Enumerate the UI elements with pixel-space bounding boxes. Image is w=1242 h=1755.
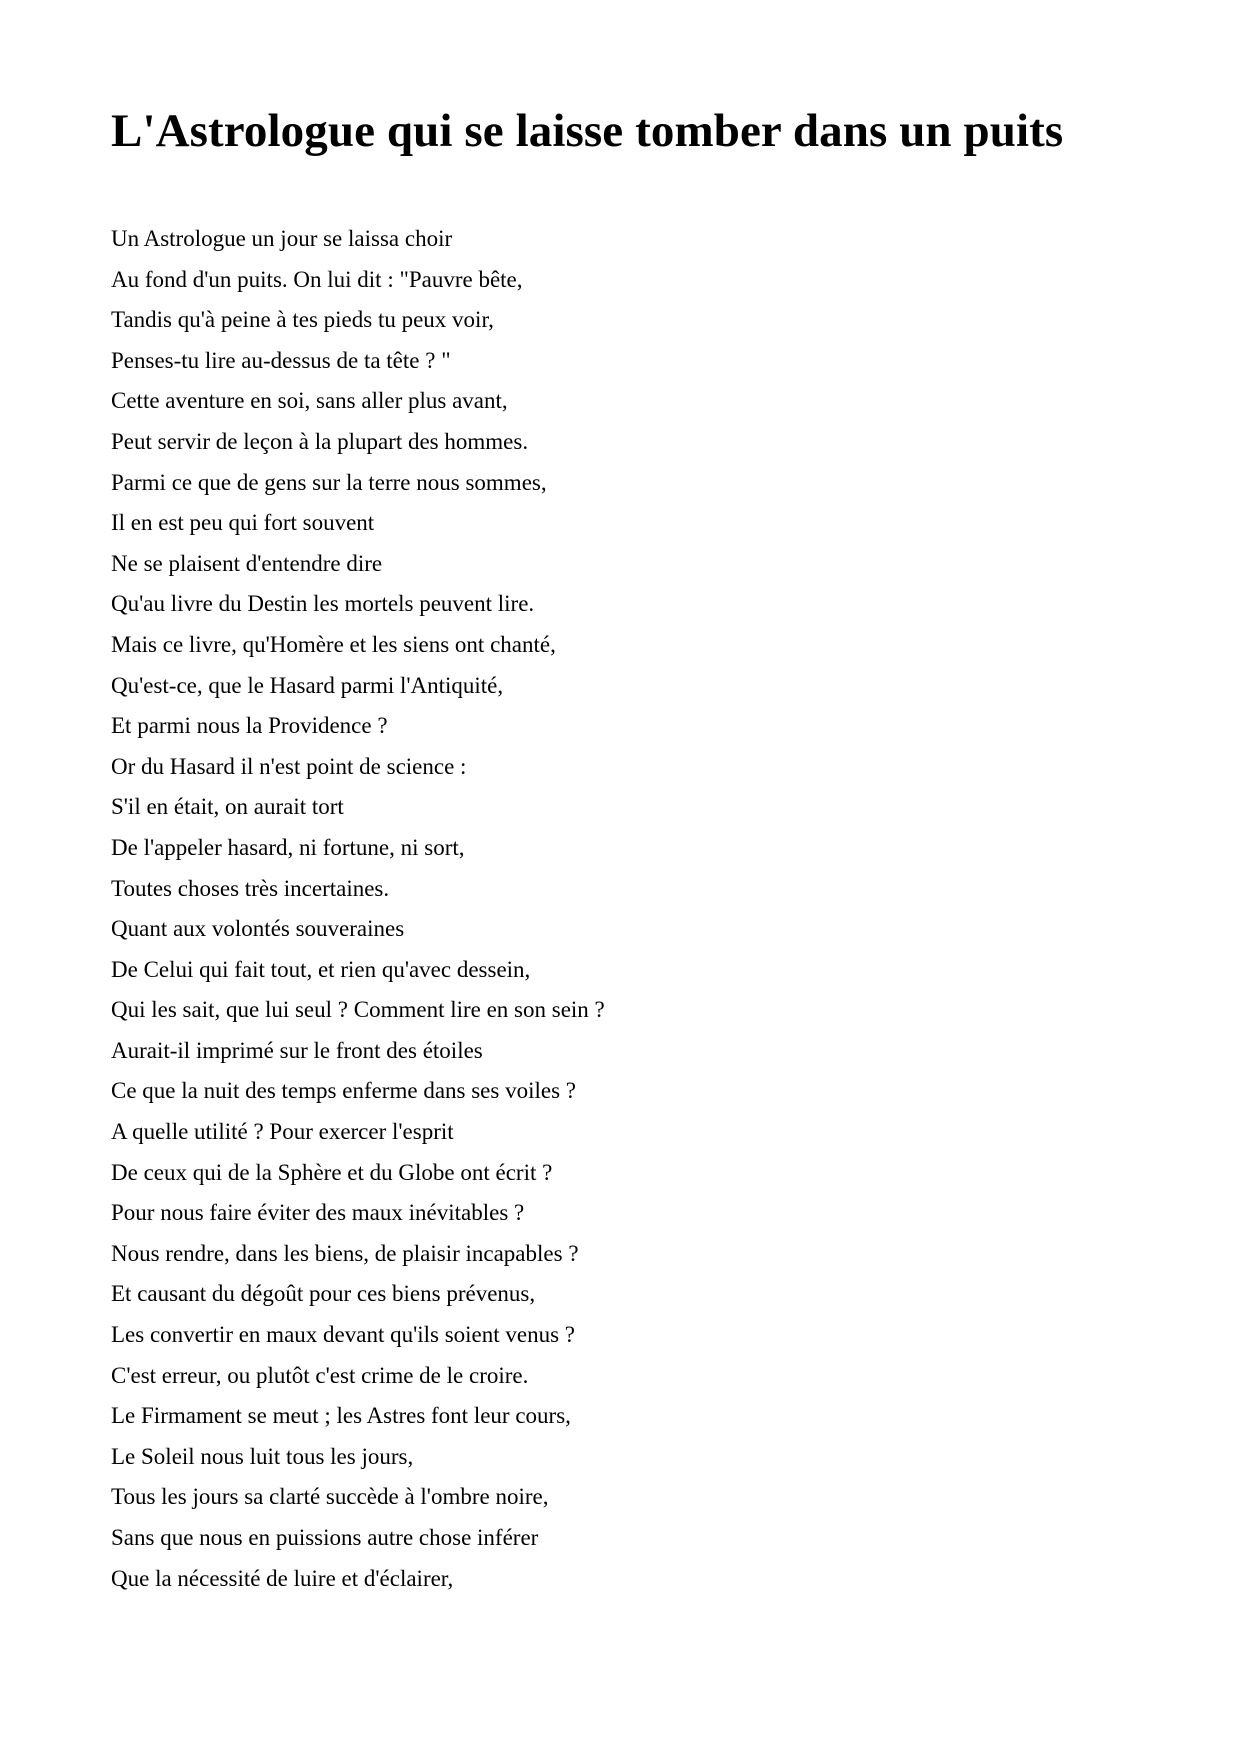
poem-line: Ce que la nuit des temps enferme dans ses voiles ?	[111, 1078, 576, 1104]
poem-line: Il en est peu qui fort souvent	[111, 510, 375, 536]
poem-line: De Celui qui fait tout, et rien qu'avec dessein,	[111, 956, 531, 982]
poem-line: Parmi ce que de gens sur la terre nous sommes,	[111, 469, 547, 495]
poem-line: Les convertir en maux devant qu'ils soient venus ?	[111, 1322, 576, 1348]
poem-line: Tous les jours sa clarté succède à l'ombre noire,	[111, 1484, 549, 1510]
poem-line: Cette aventure en soi, sans aller plus avant,	[111, 388, 508, 414]
poem-line: Le Soleil nous luit tous les jours,	[111, 1443, 414, 1469]
poem-line: A quelle utilité ? Pour exercer l'esprit	[111, 1119, 454, 1145]
poem-line: Et parmi nous la Providence ?	[111, 713, 388, 739]
page-title: L'Astrologue qui se laisse tomber dans un puits	[111, 105, 1064, 157]
poem-line: Qu'au livre du Destin les mortels peuvent lire.	[111, 591, 535, 617]
poem-line: Qu'est-ce, que le Hasard parmi l'Antiquité,	[111, 672, 504, 698]
poem-line: C'est erreur, ou plutôt c'est crime de le croire.	[111, 1362, 529, 1388]
poem-line: Nous rendre, dans les biens, de plaisir incapables ?	[111, 1240, 579, 1266]
poem-line: Et causant du dégoût pour ces biens prévenus,	[111, 1281, 536, 1307]
poem-line: Le Firmament se meut ; les Astres font leur cours,	[111, 1403, 571, 1429]
poem-line: Mais ce livre, qu'Homère et les siens ont chanté,	[111, 631, 556, 657]
poem-line: Penses-tu lire au-dessus de ta tête ? "	[111, 347, 451, 373]
poem-line: De l'appeler hasard, ni fortune, ni sort,	[111, 834, 465, 860]
poem-line: Ne se plaisent d'entendre dire	[111, 550, 383, 576]
poem-line: Un Astrologue un jour se laissa choir	[111, 226, 453, 251]
poem-line: Au fond d'un puits. On lui dit : "Pauvre bête,	[111, 266, 523, 292]
poem-line: Que la nécessité de luire et d'éclairer,	[111, 1565, 454, 1591]
poem-line: Qui les sait, que lui seul ? Comment lire en son sein ?	[111, 997, 605, 1023]
poem-line: Toutes choses très incertaines.	[111, 875, 390, 901]
poem-body	[111, 219, 605, 1599]
poem-line: De ceux qui de la Sphère et du Globe ont écrit ?	[111, 1159, 553, 1185]
poem-line: Tandis qu'à peine à tes pieds tu peux voir,	[111, 307, 494, 333]
poem-line: S'il en était, on aurait tort	[111, 794, 344, 820]
poem-line: Sans que nous en puissions autre chose inférer	[111, 1525, 539, 1550]
poem-line: Quant aux volontés souveraines	[111, 916, 405, 942]
poem-line: Peut servir de leçon à la plupart des hommes.	[111, 428, 529, 454]
poem-line: Pour nous faire éviter des maux inévitables ?	[111, 1200, 525, 1226]
poem-line: Or du Hasard il n'est point de science :	[111, 753, 467, 779]
poem-line: Aurait-il imprimé sur le front des étoiles	[111, 1037, 483, 1063]
